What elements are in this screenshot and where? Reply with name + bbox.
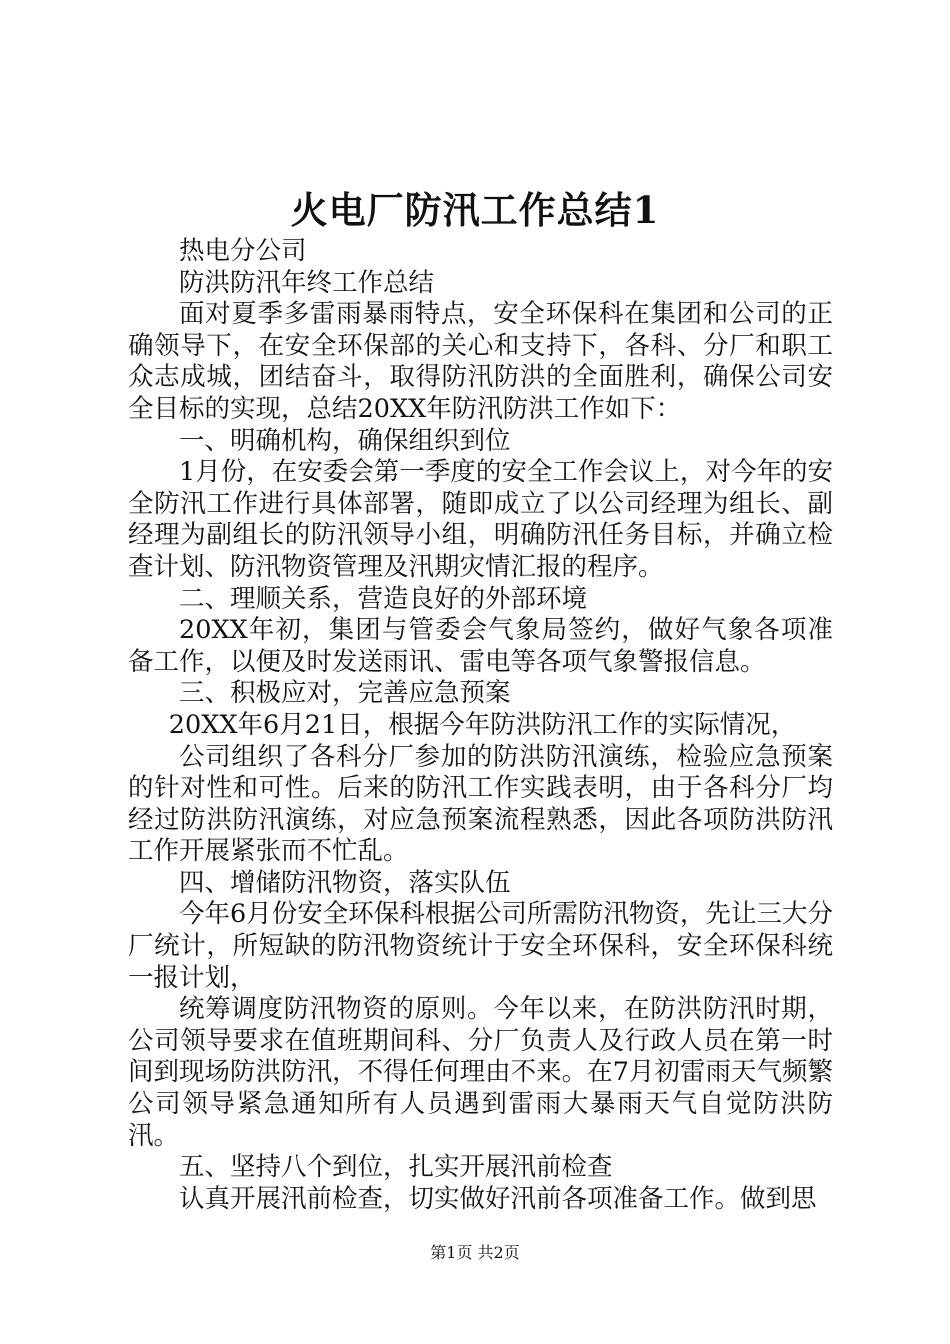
paragraph-company: 热电分公司 xyxy=(179,236,307,266)
paragraph-section-4a: 今年6月份安全环保科根据公司所需防汛物资，先让三大分厂统计，所短缺的防汛物资统计于安全环保科，安全环保科统一报计划， xyxy=(128,899,833,993)
section-heading-4: 四、增储防汛物资，落实队伍 xyxy=(179,867,511,898)
page-footer: 第1页 共2页 xyxy=(430,1243,520,1262)
document-body xyxy=(128,236,833,1215)
paragraph-section-5: 认真开展汛前检查，切实做好汛前各项准备工作。做到思 xyxy=(179,1183,817,1214)
section-heading-2: 二、理顺关系，营造良好的外部环境 xyxy=(179,583,588,614)
paragraph-subtitle: 防洪防汛年终工作总结 xyxy=(179,267,435,298)
paragraph-section-4b: 统筹调度防汛物资的原则。今年以来，在防洪防汛时期，公司领导要求在值班期间科、分厂负责人及行政人员在第一时间到现场防洪防汛，不得任何理由不来。在7月初雷雨天气频繁公司领导紧急通知所有人员遇到雷雨大暴雨天气自觉防洪防汛。 xyxy=(128,994,833,1151)
paragraph-intro: 面对夏季多雷雨暴雨特点，安全环保科在集团和公司的正确领导下，在安全环保部的关心和支持下，各科、分厂和职工众志成城，团结奋斗，取得防汛防洪的全面胜利，确保公司安全目标的实现，总结20XX年防汛防洪工作如下： xyxy=(128,299,833,424)
section-heading-1: 一、明确机构，确保组织到位 xyxy=(179,425,511,456)
section-heading-5: 五、坚持八个到位，扎实开展汛前检查 xyxy=(179,1152,613,1183)
section-heading-3: 三、积极应对，完善应急预案 xyxy=(179,678,511,709)
document-title: 火电厂防汛工作总结1 xyxy=(290,188,660,232)
paragraph-section-3a: 20XX年6月21日，根据今年防洪防汛工作的实际情况， xyxy=(168,709,797,740)
paragraph-section-1: 1月份，在安委会第一季度的安全工作会议上，对今年的安全防汛工作进行具体部署，随即成立了以公司经理为组长、副经理为副组长的防汛领导小组，明确防汛任务目标，并确立检查计划、防汛物资管理及汛期灾情汇报的程序。 xyxy=(128,457,833,582)
paragraph-section-3b: 公司组织了各科分厂参加的防洪防汛演练，检验应急预案的针对性和可性。后来的防汛工作实践表明，由于各科分厂均经过防洪防汛演练，对应急预案流程熟悉，因此各项防洪防汛工作开展紧张而不忙乱。 xyxy=(128,741,833,867)
paragraph-section-2: 20XX年初，集团与管委会气象局签约，做好气象各项准备工作，以便及时发送雨讯、雷电等各项气象警报信息。 xyxy=(128,615,833,677)
